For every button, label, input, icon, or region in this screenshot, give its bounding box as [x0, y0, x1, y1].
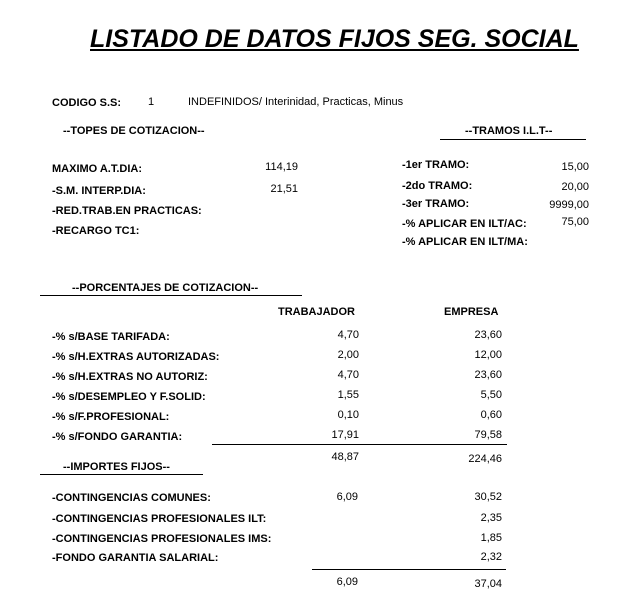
- porcentaje-row-label: -% s/H.EXTRAS AUTORIZADAS:: [52, 351, 220, 363]
- importe-row-label: -CONTINGENCIAS PROFESIONALES IMS:: [52, 533, 272, 545]
- tramos-row-value: 15,00: [561, 161, 589, 173]
- porcentaje-row-empresa: 79,58: [474, 429, 502, 441]
- importe-row-empresa: 2,35: [480, 512, 502, 524]
- importe-row-label: -CONTINGENCIAS COMUNES:: [52, 492, 211, 504]
- porcentaje-row-empresa: 0,60: [480, 409, 502, 421]
- tramos-row-label: -% APLICAR EN ILT/MA:: [402, 236, 528, 248]
- col-empresa-header: EMPRESA: [444, 306, 499, 318]
- porcentajes-total-line: [212, 444, 507, 445]
- porcentajes-heading: --PORCENTAJES DE COTIZACION--: [72, 282, 259, 294]
- porcentaje-row-trabajador: 4,70: [337, 369, 359, 381]
- importe-row-label: -CONTINGENCIAS PROFESIONALES ILT:: [52, 513, 267, 525]
- codigo-value: 1: [148, 96, 155, 108]
- tramos-heading: --TRAMOS I.L.T--: [465, 125, 553, 137]
- tramos-row-label: -1er TRAMO:: [402, 159, 470, 171]
- porcentajes-heading-underline: [40, 295, 302, 296]
- porcentaje-row-label: -% s/FONDO GARANTIA:: [52, 431, 183, 443]
- importe-row-empresa: 1,85: [480, 532, 502, 544]
- porcentaje-row-empresa: 5,50: [480, 389, 502, 401]
- tramos-row-value: 75,00: [561, 216, 589, 228]
- importes-total-empresa: 37,04: [474, 578, 502, 590]
- importe-row-empresa: 2,32: [480, 551, 502, 563]
- tramos-row-label: -2do TRAMO:: [402, 180, 473, 192]
- col-trabajador-header: TRABAJADOR: [278, 306, 355, 318]
- tramos-row-label: -3er TRAMO:: [402, 198, 470, 210]
- porcentaje-row-empresa: 23,60: [474, 369, 502, 381]
- porcentaje-row-empresa: 12,00: [474, 349, 502, 361]
- topes-row-label: -S.M. INTERP.DIA:: [52, 185, 146, 197]
- porcentajes-total-trabajador: 48,87: [331, 451, 359, 463]
- codigo-label: CODIGO S.S:: [52, 97, 122, 109]
- porcentaje-row-trabajador: 1,55: [337, 389, 359, 401]
- importe-row-empresa: 30,52: [474, 491, 502, 503]
- porcentaje-row-label: -% s/BASE TARIFADA:: [52, 331, 170, 343]
- topes-row-label: -RED.TRAB.EN PRACTICAS:: [52, 205, 202, 217]
- porcentaje-row-label: -% s/DESEMPLEO Y F.SOLID:: [52, 391, 206, 403]
- topes-heading: --TOPES DE COTIZACION--: [63, 125, 205, 137]
- importes-total-trabajador: 6,09: [336, 576, 358, 588]
- importes-heading: --IMPORTES FIJOS--: [63, 461, 170, 473]
- porcentaje-row-label: -% s/F.PROFESIONAL:: [52, 411, 170, 423]
- importes-total-line: [312, 569, 506, 570]
- topes-row-value: 21,51: [270, 183, 298, 195]
- porcentaje-row-trabajador: 17,91: [331, 429, 359, 441]
- importe-row-trabajador: 6,09: [336, 491, 358, 503]
- porcentaje-row-trabajador: 0,10: [337, 409, 359, 421]
- porcentaje-row-empresa: 23,60: [474, 329, 502, 341]
- topes-row-label: -RECARGO TC1:: [52, 225, 140, 237]
- codigo-desc: INDEFINIDOS/ Interinidad, Practicas, Minus: [188, 96, 404, 108]
- page-title: LISTADO DE DATOS FIJOS SEG. SOCIAL: [90, 25, 579, 53]
- importes-heading-underline: [40, 474, 203, 475]
- porcentaje-row-trabajador: 4,70: [337, 329, 359, 341]
- porcentaje-row-trabajador: 2,00: [337, 349, 359, 361]
- importe-row-label: -FONDO GARANTIA SALARIAL:: [52, 552, 219, 564]
- tramos-row-value: 20,00: [561, 181, 589, 193]
- porcentajes-total-empresa: 224,46: [468, 453, 502, 465]
- topes-row-value: 114,19: [265, 161, 298, 173]
- tramos-row-value: 9999,00: [549, 199, 589, 211]
- tramos-heading-underline: [440, 139, 586, 140]
- topes-row-label: MAXIMO A.T.DIA:: [52, 163, 143, 175]
- porcentaje-row-label: -% s/H.EXTRAS NO AUTORIZ:: [52, 371, 208, 383]
- tramos-row-label: -% APLICAR EN ILT/AC:: [402, 218, 527, 230]
